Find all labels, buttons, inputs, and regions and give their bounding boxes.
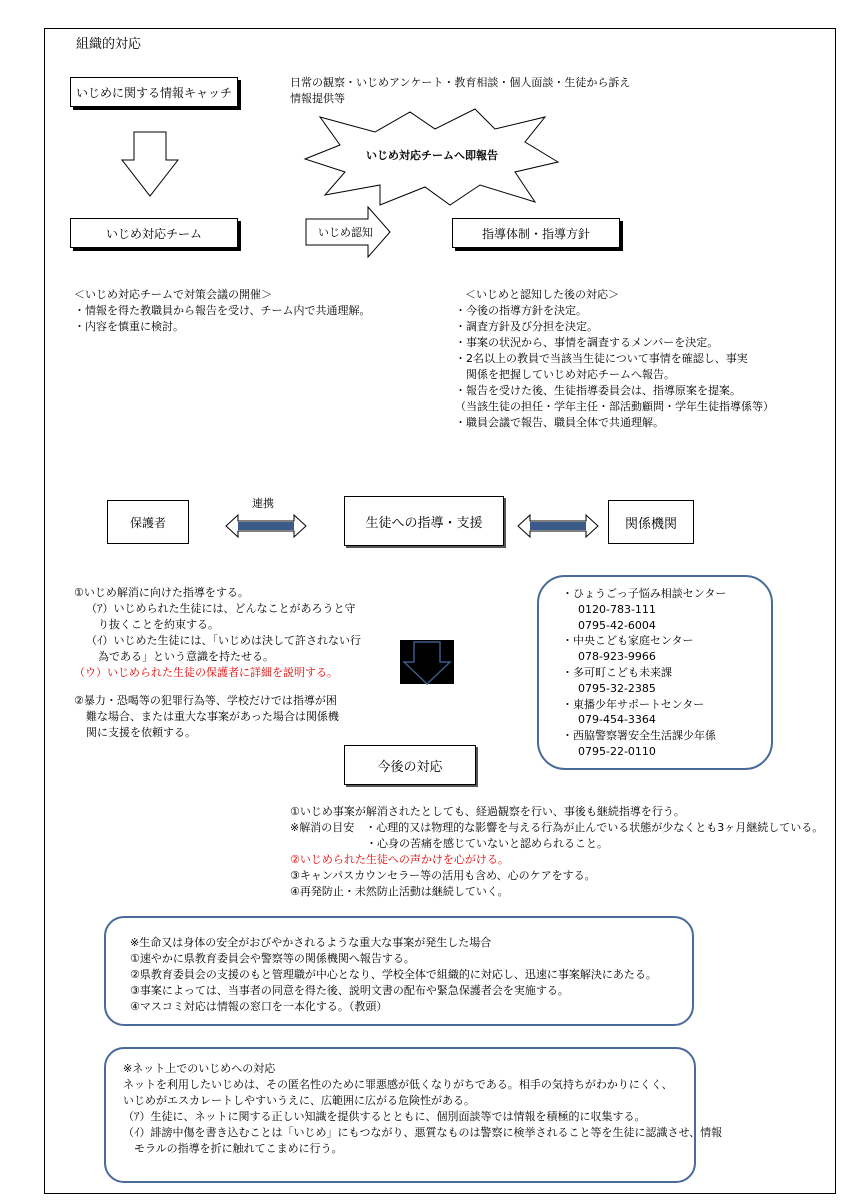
after-recognition-line: ・調査方針及び分担を決定。 [455, 320, 598, 333]
future-line-highlight: ②いじめられた生徒への声かけを心がける。 [290, 853, 509, 866]
serious-case-line: ①速やかに県教育委員会や警察等の関係機関へ報告する。 [130, 952, 415, 965]
info-sources-line-2: 情報提供等 [290, 92, 345, 105]
after-recognition-line: （当該生徒の担任・学年主任・部活動顧問・学年生徒指導係等） [455, 400, 774, 413]
contact-name: ・東播少年サポートセンター [562, 697, 705, 711]
future-response-text [290, 804, 823, 900]
contact-name: ・中央こども家庭センター [562, 634, 694, 648]
contact-name: ・西脇警察署安全生活課少年係 [562, 729, 716, 743]
after-recognition-line: ・2名以上の教員で当該当生徒について事情を確認し、事実 [455, 352, 748, 365]
future-line: ③キャンパスカウンセラー等の活用も含め、心のケアをする。 [290, 869, 596, 882]
future-line: ④再発防止・未然防止活動は継続していく。 [290, 885, 509, 898]
serious-case-line: ④マスコミ対応は情報の窓口を一本化する。（教頭） [130, 1000, 388, 1013]
contact-phone: 078-923-9966 [578, 650, 656, 664]
team-meeting-line: ・内容を慎重に検討。 [74, 320, 184, 333]
center-down-arrow-icon [398, 638, 456, 688]
after-recognition-line: ・事案の状況から、事情を調査するメンバーを決定。 [455, 336, 719, 349]
online-bullying-line: モラルの指導を折に触れてこまめに行う。 [123, 1142, 343, 1155]
info-catch-box: いじめに関する情報キャッチ [70, 77, 238, 107]
online-bullying-text [123, 1061, 722, 1157]
down-arrow-icon [120, 130, 180, 200]
online-bullying-line: ネットを利用したいじめは、その匿名性のために罪悪感が低くなりがちである。相手の気持ちがわかりにくく、 [123, 1078, 673, 1091]
contact-phone: 079-454-3364 [578, 713, 656, 727]
future-response-box: 今後の対応 [344, 745, 476, 785]
guidance-item-1b-cont: 為である」という意識を持たせる。 [98, 650, 274, 663]
guidance-item-1a: （ｱ）いじめられた生徒には、どんなことがあろうと守 [86, 602, 356, 615]
guidance-policy-box: 指導体制・指導方針 [452, 218, 620, 248]
info-sources-line-1: 日常の観察・いじめアンケート・教育相談・個人面談・生徒から訴え [290, 76, 631, 89]
cooperation-label: 連携 [252, 497, 274, 510]
after-recognition-heading: ＜いじめと認知した後の対応＞ [465, 288, 619, 301]
agencies-box: 関係機関 [608, 500, 694, 544]
contact-name: ・多可町こども未来課 [562, 665, 672, 679]
team-meeting-text [74, 287, 371, 335]
info-sources-text [290, 75, 630, 107]
response-team-box: いじめ対応チーム [70, 218, 238, 248]
future-line: ・心身の苦痛を感じていないと認められること。 [366, 837, 608, 850]
guidance-item-1: ①いじめ解消に向けた指導をする。 [74, 586, 249, 599]
contacts-list [562, 586, 726, 760]
contact-phone: 0795-42-6004 [578, 618, 656, 632]
future-line: ※解消の目安 ・心理的又は物理的な影響を与える行為が止んでいる状態が少なくとも3ヶ月継続している。 [290, 821, 824, 834]
after-recognition-line: 関係を把握していじめ対応チームへ報告。 [455, 368, 675, 381]
team-meeting-line: ・情報を得た教職員から報告を受け、チーム内で共通理解。 [74, 304, 371, 317]
after-recognition-line: ・今後の指導方針を決定。 [455, 304, 587, 317]
contact-phone: 0795-22-0110 [578, 744, 656, 758]
team-meeting-heading: ＜いじめ対応チームで対策会議の開催＞ [74, 288, 272, 301]
future-line: ①いじめ事案が解消されたとしても、経過観察を行い、事後も継続指導を行う。 [290, 805, 685, 818]
serious-case-line: ②県教育委員会の支援のもと管理職が中心となり、学校全体で組織的に対応し、迅速に事案解決にあたる。 [130, 968, 657, 981]
serious-case-line: ③事案によっては、当事者の同意を得た後、説明文書の配布や緊急保護者会を実施する。 [130, 984, 569, 997]
contact-phone: 0120-783-111 [578, 602, 656, 616]
guidance-item-2-cont: 難な場合、または重大な事案があった場合は関係機 [86, 710, 339, 723]
page-title: 組織的対応 [76, 37, 142, 52]
contact-phone: 0795-32-2385 [578, 681, 656, 695]
serious-case-heading: ※生命又は身体の安全がおびやかされるような重大な事案が発生した場合 [130, 936, 492, 949]
guidance-item-2: ②暴力・恐喝等の犯罪行為等、学校だけでは指導が困 [74, 694, 337, 707]
contact-name: ・ひょうごっ子悩み相談センター [562, 587, 727, 600]
guidance-item-1a-cont: り抜くことを約束する。 [98, 618, 219, 631]
after-recognition-text [455, 287, 774, 431]
online-bullying-line: （ｲ）誹謗中傷を書き込むことは「いじめ」にもつながり、悪質なものは警察に検挙されること等を生徒に認識させ、情報 [123, 1126, 723, 1139]
guidance-item-1b: （ｲ）いじめた生徒には、「いじめは決して許されない行 [86, 634, 361, 647]
online-bullying-line: （ｱ）生徒に、ネットに関する正しい知識を提供するとともに、個別面談等では情報を積極的に収集する。 [123, 1110, 646, 1123]
report-burst-text: いじめ対応チームへ即報告 [366, 149, 498, 162]
after-recognition-line: ・職員会議で報告、職員全体で共通理解。 [455, 416, 664, 429]
right-double-arrow-icon [516, 513, 600, 539]
guidance-item-2-cont: 関に支援を依頼する。 [86, 726, 196, 739]
guidance-text [74, 585, 361, 741]
guidance-item-1c: （ウ）いじめられた生徒の保護者に詳細を説明する。 [74, 666, 338, 679]
after-recognition-line: ・報告を受けた後、生徒指導委員会は、指導原案を提案。 [455, 384, 741, 397]
student-support-box: 生徒への指導・支援 [344, 496, 504, 546]
guardian-box: 保護者 [107, 500, 189, 544]
left-double-arrow-icon [224, 513, 308, 539]
recognize-label: いじめ認知 [318, 226, 373, 239]
serious-case-text [130, 935, 657, 1015]
online-bullying-line: いじめがエスカレートしやすいうえに、広範囲に広がる危険性がある。 [123, 1094, 475, 1107]
online-bullying-heading: ※ネット上でのいじめへの対応 [123, 1062, 276, 1075]
